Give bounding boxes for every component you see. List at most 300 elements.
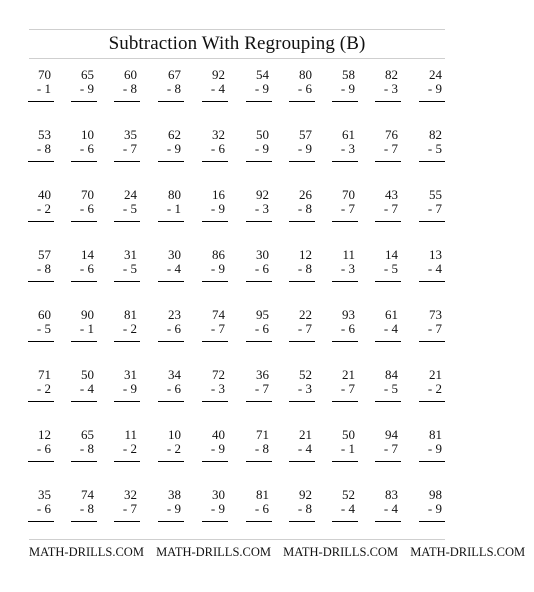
subtrahend: - 6	[79, 261, 94, 276]
answer-line	[158, 281, 184, 282]
minuend: 35	[124, 127, 137, 142]
answer-line	[71, 461, 97, 462]
minuend: 21	[342, 367, 355, 382]
subtraction-problem	[197, 308, 225, 358]
subtraction-problem	[153, 248, 181, 298]
subtraction-problem	[370, 188, 398, 238]
minuend: 70	[342, 187, 355, 202]
minuend: 62	[168, 127, 181, 142]
minuend: 30	[168, 247, 181, 262]
subtraction-problem	[327, 188, 355, 238]
answer-line	[419, 281, 445, 282]
subtraction-problem	[153, 128, 181, 178]
subtraction-problem	[284, 308, 312, 358]
answer-line	[114, 101, 140, 102]
subtraction-problem	[197, 68, 225, 118]
title-rule	[29, 58, 445, 59]
answer-line	[375, 341, 401, 342]
minuend: 60	[38, 307, 51, 322]
subtraction-problem	[327, 428, 355, 478]
answer-line	[158, 101, 184, 102]
subtrahend: - 8	[36, 261, 51, 276]
subtraction-problem	[66, 248, 94, 298]
subtrahend: - 2	[122, 441, 137, 456]
subtrahend: - 4	[79, 381, 94, 396]
subtrahend: - 4	[297, 441, 312, 456]
subtrahend: - 7	[340, 381, 355, 396]
answer-line	[246, 521, 272, 522]
subtrahend: - 8	[297, 501, 312, 516]
subtrahend: - 9	[210, 261, 225, 276]
subtrahend: - 2	[36, 201, 51, 216]
subtrahend: - 9	[166, 141, 181, 156]
minuend: 82	[385, 67, 398, 82]
minuend: 50	[81, 367, 94, 382]
top-rule	[29, 29, 445, 30]
minuend: 11	[342, 247, 355, 262]
minuend: 52	[342, 487, 355, 502]
subtraction-problem	[327, 68, 355, 118]
subtraction-problem	[153, 428, 181, 478]
minuend: 30	[212, 487, 225, 502]
minuend: 71	[256, 427, 269, 442]
subtraction-problem	[197, 188, 225, 238]
subtraction-problem	[109, 368, 137, 418]
answer-line	[289, 521, 315, 522]
subtrahend: - 7	[383, 201, 398, 216]
answer-line	[114, 461, 140, 462]
bottom-rule	[29, 539, 445, 540]
minuend: 80	[299, 67, 312, 82]
minuend: 60	[124, 67, 137, 82]
subtrahend: - 7	[122, 501, 137, 516]
subtraction-problem	[327, 488, 355, 538]
answer-line	[289, 221, 315, 222]
subtrahend: - 7	[297, 321, 312, 336]
minuend: 61	[342, 127, 355, 142]
answer-line	[419, 101, 445, 102]
subtraction-problem	[414, 308, 442, 358]
minuend: 12	[299, 247, 312, 262]
subtrahend: - 5	[427, 141, 442, 156]
subtrahend: - 3	[297, 381, 312, 396]
subtraction-problem	[23, 68, 51, 118]
answer-line	[375, 461, 401, 462]
answer-line	[158, 161, 184, 162]
subtrahend: - 9	[340, 81, 355, 96]
answer-line	[289, 281, 315, 282]
subtraction-problem	[66, 428, 94, 478]
subtraction-problem	[109, 488, 137, 538]
footer-credit: MATH-DRILLS.COM	[410, 545, 526, 559]
subtraction-problem	[327, 128, 355, 178]
subtraction-problem	[66, 68, 94, 118]
minuend: 55	[429, 187, 442, 202]
subtraction-problem	[284, 368, 312, 418]
minuend: 32	[212, 127, 225, 142]
minuend: 12	[38, 427, 51, 442]
subtrahend: - 9	[427, 501, 442, 516]
answer-line	[332, 281, 358, 282]
answer-line	[202, 221, 228, 222]
answer-line	[419, 521, 445, 522]
subtraction-problem	[197, 368, 225, 418]
subtrahend: - 8	[122, 81, 137, 96]
answer-line	[246, 221, 272, 222]
minuend: 81	[124, 307, 137, 322]
subtraction-problem	[23, 128, 51, 178]
subtraction-problem	[414, 428, 442, 478]
subtrahend: - 8	[166, 81, 181, 96]
subtrahend: - 1	[36, 81, 51, 96]
subtrahend: - 5	[122, 261, 137, 276]
minuend: 40	[212, 427, 225, 442]
minuend: 22	[299, 307, 312, 322]
minuend: 84	[385, 367, 398, 382]
answer-line	[114, 521, 140, 522]
subtrahend: - 7	[383, 141, 398, 156]
minuend: 30	[256, 247, 269, 262]
subtrahend: - 6	[36, 501, 51, 516]
subtrahend: - 7	[254, 381, 269, 396]
subtrahend: - 4	[340, 501, 355, 516]
subtrahend: - 1	[340, 441, 355, 456]
answer-line	[332, 161, 358, 162]
minuend: 10	[168, 427, 181, 442]
footer-credit: MATH-DRILLS.COM	[29, 545, 144, 559]
subtraction-problem	[197, 428, 225, 478]
subtraction-problem	[23, 428, 51, 478]
minuend: 81	[256, 487, 269, 502]
minuend: 90	[81, 307, 94, 322]
answer-line	[71, 521, 97, 522]
subtraction-problem	[241, 308, 269, 358]
subtrahend: - 4	[166, 261, 181, 276]
subtraction-problem	[414, 68, 442, 118]
subtraction-problem	[109, 428, 137, 478]
answer-line	[332, 341, 358, 342]
answer-line	[246, 161, 272, 162]
answer-line	[419, 461, 445, 462]
subtrahend: - 3	[210, 381, 225, 396]
minuend: 57	[38, 247, 51, 262]
subtrahend: - 6	[36, 441, 51, 456]
answer-line	[202, 461, 228, 462]
minuend: 50	[256, 127, 269, 142]
subtrahend: - 8	[79, 441, 94, 456]
subtrahend: - 4	[427, 261, 442, 276]
answer-line	[158, 221, 184, 222]
answer-line	[419, 401, 445, 402]
minuend: 95	[256, 307, 269, 322]
minuend: 54	[256, 67, 269, 82]
subtraction-problem	[284, 128, 312, 178]
subtrahend: - 6	[79, 201, 94, 216]
answer-line	[71, 161, 97, 162]
minuend: 61	[385, 307, 398, 322]
minuend: 31	[124, 247, 137, 262]
answer-line	[246, 461, 272, 462]
subtrahend: - 2	[122, 321, 137, 336]
subtrahend: - 9	[254, 81, 269, 96]
answer-line	[71, 401, 97, 402]
answer-line	[375, 221, 401, 222]
subtrahend: - 4	[383, 501, 398, 516]
subtraction-problem	[241, 428, 269, 478]
subtrahend: - 1	[166, 201, 181, 216]
minuend: 52	[299, 367, 312, 382]
subtrahend: - 8	[297, 261, 312, 276]
subtrahend: - 6	[340, 321, 355, 336]
answer-line	[332, 461, 358, 462]
subtrahend: - 8	[297, 201, 312, 216]
subtrahend: - 3	[254, 201, 269, 216]
subtrahend: - 6	[79, 141, 94, 156]
subtrahend: - 7	[340, 201, 355, 216]
subtrahend: - 9	[297, 141, 312, 156]
minuend: 10	[81, 127, 94, 142]
subtraction-problem	[109, 308, 137, 358]
answer-line	[332, 101, 358, 102]
subtrahend: - 9	[166, 501, 181, 516]
answer-line	[419, 161, 445, 162]
answer-line	[332, 401, 358, 402]
subtraction-problem	[109, 128, 137, 178]
answer-line	[28, 221, 54, 222]
subtrahend: - 6	[254, 321, 269, 336]
subtraction-problem	[153, 188, 181, 238]
minuend: 81	[429, 427, 442, 442]
answer-line	[419, 341, 445, 342]
minuend: 38	[168, 487, 181, 502]
minuend: 70	[81, 187, 94, 202]
subtrahend: - 6	[297, 81, 312, 96]
answer-line	[114, 161, 140, 162]
subtrahend: - 9	[427, 441, 442, 456]
minuend: 50	[342, 427, 355, 442]
subtraction-problem	[109, 68, 137, 118]
answer-line	[289, 401, 315, 402]
answer-line	[332, 521, 358, 522]
minuend: 92	[299, 487, 312, 502]
minuend: 70	[38, 67, 51, 82]
minuend: 11	[124, 427, 137, 442]
subtrahend: - 9	[122, 381, 137, 396]
subtrahend: - 1	[79, 321, 94, 336]
subtrahend: - 4	[210, 81, 225, 96]
subtraction-problem	[66, 308, 94, 358]
subtraction-problem	[284, 188, 312, 238]
answer-line	[28, 461, 54, 462]
minuend: 35	[38, 487, 51, 502]
subtrahend: - 9	[254, 141, 269, 156]
minuend: 67	[168, 67, 181, 82]
answer-line	[71, 281, 97, 282]
subtraction-problem	[241, 128, 269, 178]
subtraction-problem	[153, 308, 181, 358]
minuend: 36	[256, 367, 269, 382]
answer-line	[158, 341, 184, 342]
subtrahend: - 5	[36, 321, 51, 336]
subtrahend: - 2	[36, 381, 51, 396]
answer-line	[158, 401, 184, 402]
subtraction-problem	[284, 428, 312, 478]
subtraction-problem	[241, 188, 269, 238]
subtrahend: - 2	[427, 381, 442, 396]
minuend: 73	[429, 307, 442, 322]
minuend: 13	[429, 247, 442, 262]
subtraction-problem	[284, 248, 312, 298]
minuend: 14	[385, 247, 398, 262]
subtraction-problem	[370, 248, 398, 298]
answer-line	[114, 281, 140, 282]
subtraction-problem	[370, 428, 398, 478]
subtrahend: - 3	[340, 261, 355, 276]
answer-line	[202, 521, 228, 522]
subtrahend: - 9	[79, 81, 94, 96]
subtraction-problem	[327, 368, 355, 418]
minuend: 24	[124, 187, 137, 202]
subtraction-problem	[327, 248, 355, 298]
answer-line	[289, 341, 315, 342]
subtraction-problem	[241, 368, 269, 418]
answer-line	[158, 521, 184, 522]
minuend: 21	[299, 427, 312, 442]
minuend: 65	[81, 427, 94, 442]
footer-credit: MATH-DRILLS.COM	[283, 545, 399, 559]
minuend: 57	[299, 127, 312, 142]
minuend: 58	[342, 67, 355, 82]
answer-line	[246, 281, 272, 282]
subtrahend: - 8	[79, 501, 94, 516]
subtrahend: - 6	[254, 261, 269, 276]
minuend: 34	[168, 367, 181, 382]
subtraction-problem	[414, 188, 442, 238]
answer-line	[114, 221, 140, 222]
answer-line	[71, 101, 97, 102]
answer-line	[202, 401, 228, 402]
subtraction-problem	[109, 188, 137, 238]
subtrahend: - 8	[36, 141, 51, 156]
subtrahend: - 6	[166, 381, 181, 396]
subtraction-problem	[66, 128, 94, 178]
minuend: 92	[212, 67, 225, 82]
minuend: 26	[299, 187, 312, 202]
subtraction-problem	[370, 68, 398, 118]
answer-line	[375, 161, 401, 162]
subtraction-problem	[414, 488, 442, 538]
answer-line	[332, 221, 358, 222]
subtrahend: - 2	[166, 441, 181, 456]
subtrahend: - 7	[383, 441, 398, 456]
subtrahend: - 7	[427, 201, 442, 216]
subtraction-problem	[66, 488, 94, 538]
minuend: 14	[81, 247, 94, 262]
subtraction-problem	[370, 368, 398, 418]
answer-line	[202, 161, 228, 162]
subtrahend: - 9	[210, 501, 225, 516]
minuend: 23	[168, 307, 181, 322]
subtraction-problem	[284, 68, 312, 118]
subtrahend: - 3	[340, 141, 355, 156]
subtraction-problem	[23, 368, 51, 418]
subtrahend: - 9	[210, 441, 225, 456]
subtrahend: - 5	[383, 381, 398, 396]
subtraction-problem	[23, 308, 51, 358]
subtraction-problem	[241, 68, 269, 118]
answer-line	[114, 401, 140, 402]
minuend: 65	[81, 67, 94, 82]
minuend: 98	[429, 487, 442, 502]
answer-line	[289, 161, 315, 162]
subtraction-problem	[327, 308, 355, 358]
subtrahend: - 3	[383, 81, 398, 96]
subtraction-problem	[414, 248, 442, 298]
subtraction-problem	[109, 248, 137, 298]
minuend: 94	[385, 427, 398, 442]
subtraction-problem	[241, 248, 269, 298]
subtrahend: - 9	[210, 201, 225, 216]
answer-line	[71, 221, 97, 222]
subtraction-problem	[153, 488, 181, 538]
footer-credit: MATH-DRILLS.COM	[156, 545, 271, 559]
minuend: 80	[168, 187, 181, 202]
answer-line	[419, 221, 445, 222]
answer-line	[246, 101, 272, 102]
subtraction-problem	[370, 488, 398, 538]
minuend: 92	[256, 187, 269, 202]
answer-line	[28, 401, 54, 402]
answer-line	[202, 101, 228, 102]
minuend: 72	[212, 367, 225, 382]
minuend: 21	[429, 367, 442, 382]
minuend: 74	[212, 307, 225, 322]
answer-line	[375, 281, 401, 282]
minuend: 53	[38, 127, 51, 142]
minuend: 74	[81, 487, 94, 502]
subtrahend: - 7	[427, 321, 442, 336]
subtraction-problem	[370, 308, 398, 358]
answer-line	[71, 341, 97, 342]
answer-line	[202, 341, 228, 342]
answer-line	[158, 461, 184, 462]
subtrahend: - 8	[254, 441, 269, 456]
subtraction-problem	[153, 368, 181, 418]
subtraction-problem	[370, 128, 398, 178]
subtraction-problem	[66, 188, 94, 238]
answer-line	[28, 101, 54, 102]
subtraction-problem	[197, 248, 225, 298]
minuend: 16	[212, 187, 225, 202]
subtrahend: - 4	[383, 321, 398, 336]
answer-line	[202, 281, 228, 282]
minuend: 83	[385, 487, 398, 502]
answer-line	[289, 101, 315, 102]
answer-line	[289, 461, 315, 462]
subtraction-problem	[197, 488, 225, 538]
subtrahend: - 7	[210, 321, 225, 336]
minuend: 86	[212, 247, 225, 262]
subtrahend: - 9	[427, 81, 442, 96]
subtrahend: - 5	[122, 201, 137, 216]
subtraction-problem	[23, 188, 51, 238]
subtrahend: - 6	[210, 141, 225, 156]
answer-line	[246, 341, 272, 342]
footer	[29, 545, 526, 559]
subtraction-problem	[241, 488, 269, 538]
minuend: 40	[38, 187, 51, 202]
subtrahend: - 6	[254, 501, 269, 516]
